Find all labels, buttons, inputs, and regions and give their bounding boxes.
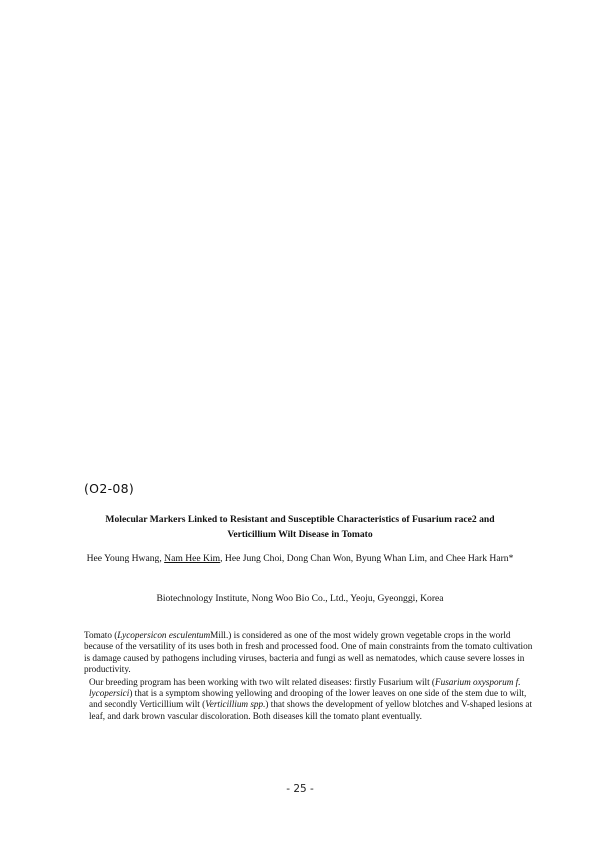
abstract-body xyxy=(84,630,534,722)
author-list xyxy=(84,551,516,566)
species-name: Lycopersicon esculentum xyxy=(117,630,211,640)
abstract-paragraph xyxy=(84,630,534,676)
author-text: Hee Young Hwang, xyxy=(86,553,165,564)
abstract-text: ) that shows the development of yellow blotches and V-shaped lesions at leaf, and dark brown vascular discoloration. Both diseases kill the tomato plant eventually. xyxy=(89,699,533,721)
species-name: Fusarium oxysporum f. lycopersici xyxy=(89,676,521,699)
affiliation: Biotechnology Institute, Nong Woo Bio Co., Ltd., Yeoju, Gyeonggi, Korea xyxy=(156,593,444,604)
abstract-text: Mill.) is considered as one of the most widely grown vegetable crops in the world because of the versatility of its uses both in fresh and processed food. One of main constraints from the tomato cultivation is damage caused by pathogens including viruses, bacteria and fungi as well as nematodes, which cause severe losses in productivity. xyxy=(84,630,533,675)
abstract-text: ) that is a symptom showing yellowing and drooping of the lower leaves on one side of the stem due to wilt, and secondly Verticillium wilt ( xyxy=(89,688,527,710)
species-name: Verticillium spp. xyxy=(205,699,266,710)
presenting-author: Nam Hee Kim xyxy=(164,553,221,564)
abstract-text: Our breeding program has been working with two wilt related diseases: firstly Fusarium wilt ( xyxy=(89,676,435,687)
abstract-paragraph xyxy=(84,677,534,723)
paper-title: Molecular Markers Linked to Resistant and Susceptible Characteristics of Fusarium race2 and Verticillium Wilt Disease in Tomato xyxy=(105,514,495,540)
author-text: , Hee Jung Choi, Dong Chan Won, Byung Whan Lim, and Chee Hark Harn* xyxy=(220,553,514,564)
page-number: - 25 - xyxy=(286,783,314,795)
abstract-text: Tomato ( xyxy=(84,630,118,640)
session-code: (O2-08) xyxy=(84,481,135,496)
